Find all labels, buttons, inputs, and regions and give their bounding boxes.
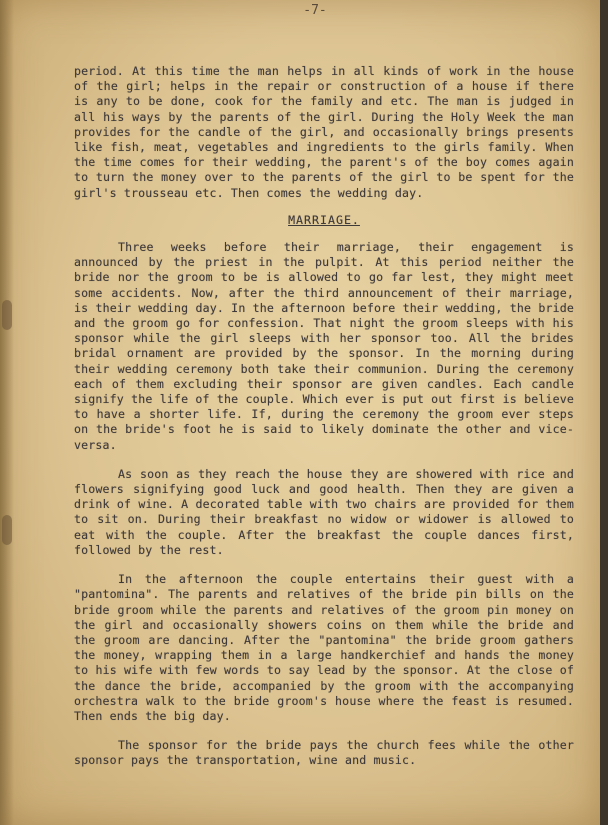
paragraph: Three weeks before their marriage, their engagement is announced by the priest in the pulpit. At this period neither the bride nor the groom to be is allowed to go far lest, they might meet some accidents. Now, after the third announcement of their marriage, is their wedding day. In the afternoon before their wedding, the bride and the groom go for confession. That night the groom sleeps with his sponsor while the girl sleeps with her sponsor too. All the brides bridal ornament are provided by the sponsor. In the morning during their wedding ceremony both take their communion. During the ceremony each of them excluding their sponsor are given candles. Each candle signify the life of the couple. Which ever is put out first is believe to have a shorter life. If, during the ceremony the groom ever steps on the bride's foot he is said to likely dominate the other and vice-versa. [74,240,574,452]
section-heading: MARRIAGE. [288,212,360,227]
paragraph: As soon as they reach the house they are showered with rice and flowers signifying good luck and good health. Then they are given a drink of wine. A decorated table with two chairs are provided for them to sit on. During their breakfast no widow or widower is allowed to eat with the couple. After the breakfast the couple dances first, followed by the rest. [74,466,574,557]
punch-hole [2,300,12,330]
paragraph: In the afternoon the couple entertains their guest with a "pantomina". The parents and relatives of the bride pin bills on the bride groom while the parents and relatives of the groom pin money on the girl and occasionally showers coins on them while the bride and the groom are dancing. After the "pantomina" the bride groom gathers the money, wrapping them in a large handkerchief and hands the money to his wife with few words to say lead by the sponsor. At the close of the dance the bride, accompanied by the groom with the accompanying orchestra walk to the bride groom's house where the feast is resumed. Then ends the big day. [74,572,574,723]
punch-hole [2,515,12,545]
body-text [74,64,574,769]
page-number: -7- [303,3,327,18]
intro-paragraph: period. At this time the man helps in all kinds of work in the house of the girl; helps in the repair or construction of a house if there is any to be done, cook for the family and etc. The man is judged in all his ways by the parents of the girl. During the Holy Week the man provides for the candle of the girl, and occasionally brings presents like fish, meat, vegetables and ingredients to the girls family. When the time comes for their wedding, the parent's of the boy comes again to turn the money over to the parents of the girl to be spent for the girl's trousseau etc. Then comes the wedding day. [74,64,574,200]
binding-shadow [0,0,14,825]
paragraph: The sponsor for the bride pays the church fees while the other sponsor pays the transportation, wine and music. [74,738,574,768]
